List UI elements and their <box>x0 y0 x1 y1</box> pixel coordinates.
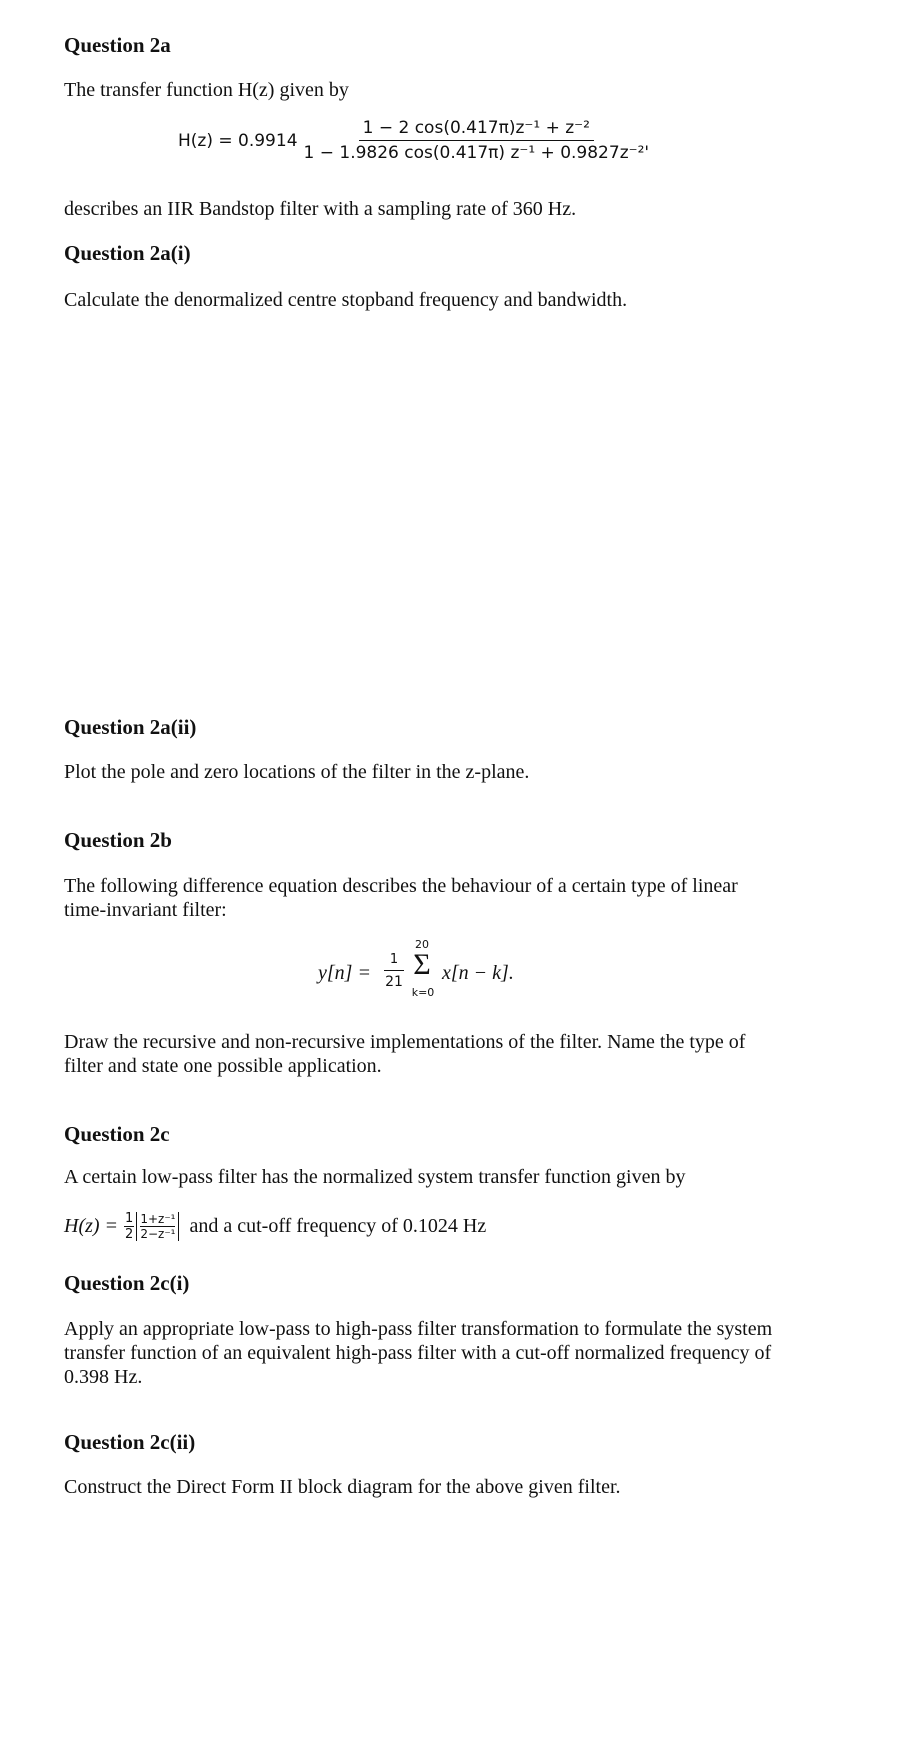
q2a-description: describes an IIR Bandstop filter with a sampling rate of 360 Hz. <box>64 198 577 220</box>
q2b-eq-sum-upper: 20 <box>415 938 429 951</box>
q2a-intro: The transfer function H(z) given by <box>64 79 349 101</box>
q2b-heading: Question 2b <box>64 828 172 852</box>
q2a-transfer-equation <box>178 118 653 163</box>
q2c-eq-bracket-num: 1+z⁻¹ <box>140 1211 176 1226</box>
q2ai-text: Calculate the denormalized centre stopband frequency and bandwidth. <box>64 289 628 311</box>
q2ci-text: Apply an appropriate low-pass to high-pass filter transformation to formulate the system transfer function of an equivalent high-pass filter with a cut-off normalized frequency of 0.398 Hz. <box>64 1318 773 1388</box>
q2c-eq-half-den: 2 <box>125 1226 134 1242</box>
q2aii-text: Plot the pole and zero locations of the filter in the z-plane. <box>64 761 530 783</box>
q2a-eq-denominator: 1 − 1.9826 cos(0.417π) z⁻¹ + 0.9827z⁻²' <box>303 143 650 163</box>
q2b-eq-sum-symbol: Σ <box>413 948 431 981</box>
q2cii-heading: Question 2c(ii) <box>64 1430 196 1454</box>
q2b-eq-frac-num: 1 <box>389 952 399 967</box>
q2ci-heading: Question 2c(i) <box>64 1271 190 1295</box>
q2c-eq-bracket <box>136 1212 179 1241</box>
q2cii-text: Construct the Direct Form II block diagram for the above given filter. <box>64 1476 621 1498</box>
q2c-eq-lhs: H(z) = <box>64 1214 119 1237</box>
q2b-eq-frac-den: 21 <box>385 974 403 990</box>
q2b-difference-equation <box>318 938 558 1010</box>
q2c-text: A certain low-pass filter has the normalized system transfer function given by <box>64 1166 686 1188</box>
q2c-heading: Question 2c <box>64 1122 170 1146</box>
q2c-eq-tail: and a cut-off frequency of 0.1024 Hz <box>189 1215 487 1237</box>
q2a-eq-fraction <box>300 118 654 163</box>
q2aii-heading: Question 2a(ii) <box>64 715 197 739</box>
q2c-eq-bracket-den: 2−z⁻¹ <box>140 1226 176 1241</box>
q2b-eq-term: x[n − k]. <box>442 962 514 984</box>
q2c-eq-half-num: 1 <box>125 1210 134 1226</box>
q2b-task: Draw the recursive and non-recursive implementations of the filter. Name the type of filter and state one possible application. <box>64 1031 746 1077</box>
q2b-eq-sum-lower: k=0 <box>411 986 435 999</box>
q2b-eq-lhs: y[n] = <box>318 962 371 984</box>
q2a-eq-numerator: 1 − 2 cos(0.417π)z⁻¹ + z⁻² <box>359 118 594 141</box>
q2c-transfer-equation <box>64 1206 486 1246</box>
q2b-eq-frac-bar <box>384 970 404 971</box>
q2ai-heading: Question 2a(i) <box>64 241 191 265</box>
q2a-eq-lhs: H(z) = 0.9914 <box>178 130 298 151</box>
q2a-heading: Question 2a <box>64 33 171 57</box>
q2c-eq-half <box>124 1211 134 1242</box>
q2b-text: The following difference equation describes the behaviour of a certain type of linear time-invariant filter: <box>64 875 738 921</box>
